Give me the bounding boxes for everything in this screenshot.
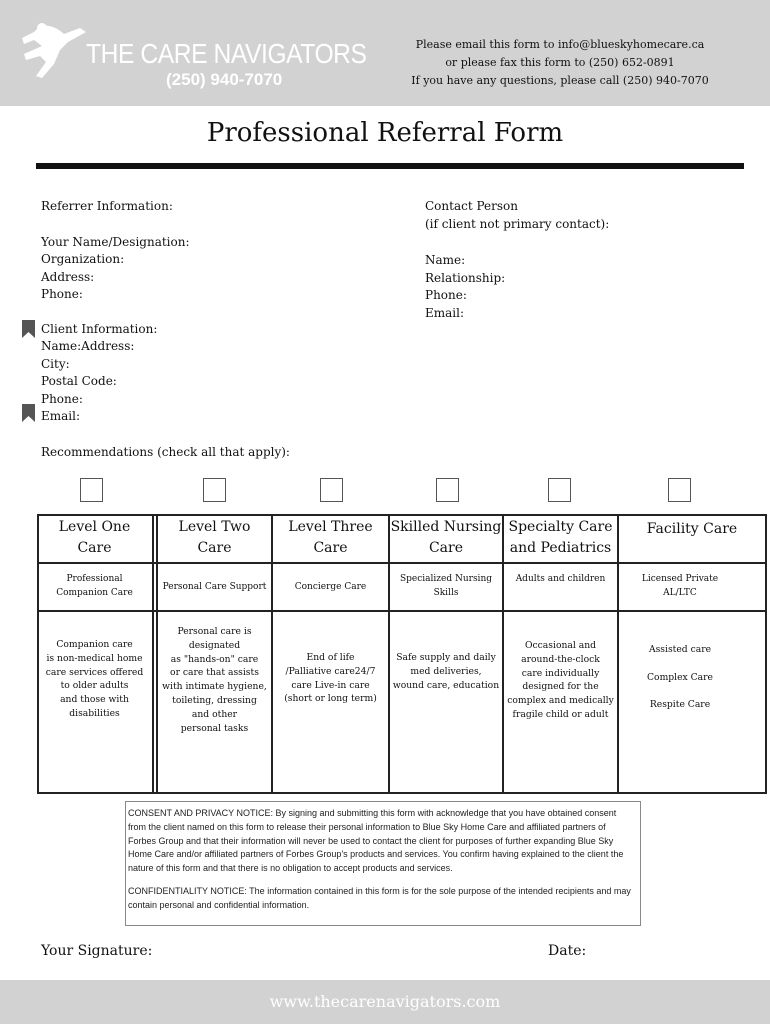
title-line: Care bbox=[428, 540, 464, 556]
bookmark-icon bbox=[22, 320, 35, 338]
recommendations-label: Recommendations (check all that apply): bbox=[41, 445, 290, 459]
description-line: fragile child or adult bbox=[512, 708, 609, 720]
subtitle-line: Professional bbox=[66, 574, 123, 584]
confidentiality-notice: CONFIDENTIALITY NOTICE: The information contained in this form is for the sole purpose of the intended recipients and may contain personal and confidential information. bbox=[128, 885, 631, 910]
contact-instructions bbox=[380, 36, 740, 90]
subtitle-line: Licensed Private bbox=[641, 574, 719, 584]
contact-person-section bbox=[425, 198, 609, 322]
contact-relationship-field[interactable]: Relationship: bbox=[425, 270, 506, 285]
checkbox-level-three[interactable] bbox=[320, 478, 343, 502]
specialty-care-subtitle bbox=[504, 572, 617, 586]
page-title: Professional Referral Form bbox=[206, 118, 564, 148]
client-email-field[interactable]: Email: bbox=[41, 409, 81, 423]
contact-line-phone: If you have any questions, please call (250) 940-7070 bbox=[411, 74, 709, 87]
description-line: and other bbox=[191, 708, 238, 720]
level-two-title bbox=[158, 517, 271, 559]
description-line: Occasional and bbox=[524, 640, 596, 651]
description-line: wound care, education bbox=[392, 679, 500, 691]
referrer-phone-field[interactable]: Phone: bbox=[41, 287, 83, 301]
title-line: Specialty Care bbox=[508, 519, 613, 535]
title-line: Level One bbox=[58, 519, 131, 535]
description-line: Respite Care bbox=[649, 699, 711, 710]
skilled-nursing-title bbox=[390, 517, 502, 559]
subtitle-line: Companion Care bbox=[56, 588, 133, 598]
checkbox-facility-care[interactable] bbox=[668, 478, 691, 502]
description-line: to older adults bbox=[60, 680, 129, 692]
title-line: and Pediatrics bbox=[509, 540, 612, 556]
level-one-description bbox=[37, 638, 152, 721]
client-city-field[interactable]: City: bbox=[41, 356, 70, 371]
description-line: End of life bbox=[306, 652, 355, 663]
level-three-subtitle bbox=[273, 580, 388, 594]
row-divider bbox=[37, 562, 767, 564]
contact-person-subheading: (if client not primary contact): bbox=[425, 216, 610, 231]
level-three-title bbox=[273, 517, 388, 559]
level-one-subtitle bbox=[37, 572, 152, 600]
subtitle-line: Personal Care Support bbox=[162, 582, 267, 592]
specialty-care-description bbox=[504, 639, 617, 722]
client-heading: Client Information: bbox=[41, 321, 158, 336]
level-three-description bbox=[273, 651, 388, 706]
title-line: Level Three bbox=[288, 519, 373, 535]
facility-care-title bbox=[619, 519, 765, 540]
description-line: with intimate hygiene, bbox=[162, 681, 267, 693]
header-band bbox=[0, 0, 770, 106]
referrer-organization-field[interactable]: Organization: bbox=[41, 252, 125, 266]
subtitle-line: Skills bbox=[433, 588, 459, 598]
subtitle-line: Concierge Care bbox=[294, 582, 367, 592]
skilled-nursing-description bbox=[390, 651, 502, 692]
description-line: complex and medically bbox=[507, 695, 614, 707]
description-line: care individually bbox=[521, 667, 600, 679]
description-line: Companion care bbox=[56, 639, 133, 650]
description-line: designed for the bbox=[522, 681, 599, 693]
consent-privacy-notice: CONSENT AND PRIVACY NOTICE: By signing and submitting this form with acknowledge that you have obtained consent from the client named on this form to release their personal information to Blue Sky Home Care and affiliated partners of Forbes Group and that their information will never be used to contact the client for purposes of further expanding Blue Sky Home Care and/or affiliated partners of Forbes Group's products and services. You confirm having explained to the client the nature of this form and that there is no obligation to accept products and services. bbox=[128, 808, 624, 874]
title-line: Level Two bbox=[178, 519, 251, 535]
description-line: Assisted care bbox=[648, 644, 712, 655]
bookmark-icon bbox=[22, 404, 35, 422]
description-line: personal tasks bbox=[180, 722, 249, 734]
column-divider bbox=[152, 514, 154, 794]
contact-line-email: Please email this form to info@blueskyhomecare.ca bbox=[415, 38, 705, 51]
skilled-nursing-subtitle bbox=[390, 572, 502, 600]
level-two-description bbox=[158, 625, 271, 735]
title-line: Skilled Nursing bbox=[390, 519, 502, 535]
client-phone-field[interactable]: Phone: bbox=[41, 391, 83, 406]
referrer-section bbox=[41, 198, 190, 426]
specialty-care-title bbox=[504, 517, 617, 559]
description-line: is non-medical home bbox=[46, 652, 143, 664]
facility-care-subtitle bbox=[619, 572, 741, 600]
description-line: Complex Care bbox=[647, 671, 713, 683]
contact-name-field[interactable]: Name: bbox=[425, 253, 466, 267]
row-divider bbox=[37, 610, 767, 612]
description-line: toileting, dressing bbox=[172, 694, 257, 706]
facility-care-description bbox=[619, 636, 741, 719]
checkbox-level-two[interactable] bbox=[203, 478, 226, 502]
title-divider bbox=[36, 163, 744, 169]
description-line: or care that assists bbox=[170, 667, 259, 679]
referrer-heading: Referrer Information: bbox=[41, 199, 173, 213]
referrer-name-field[interactable]: Your Name/Designation: bbox=[41, 234, 190, 249]
footer-website: www.thecarenavigators.com bbox=[0, 980, 770, 1024]
description-line: disabilities bbox=[69, 707, 120, 719]
logo-title: THE CARE NAVIGATORS bbox=[86, 38, 367, 69]
description-line: (short or long term) bbox=[284, 693, 377, 705]
description-line: Safe supply and daily bbox=[396, 652, 496, 663]
checkbox-level-one[interactable] bbox=[80, 478, 103, 502]
description-line: Personal care is bbox=[177, 626, 252, 637]
contact-email-field[interactable]: Email: bbox=[425, 305, 465, 320]
description-line: as "hands-on" care bbox=[170, 653, 259, 665]
date-field[interactable]: Date: bbox=[548, 943, 587, 959]
description-line: designated bbox=[188, 639, 241, 651]
checkbox-specialty-care[interactable] bbox=[548, 478, 571, 502]
level-one-title bbox=[37, 517, 152, 559]
description-line: and those with bbox=[60, 694, 129, 706]
client-postal-code-field[interactable]: Postal Code: bbox=[41, 374, 117, 388]
title-line: Facility Care bbox=[646, 521, 738, 537]
logo-phone: (250) 940-7070 bbox=[166, 70, 283, 89]
contact-person-heading: Contact Person bbox=[425, 199, 518, 213]
consent-notice-box bbox=[125, 801, 641, 926]
checkbox-skilled-nursing[interactable] bbox=[436, 478, 459, 502]
contact-line-fax: or please fax this form to (250) 652-0891 bbox=[445, 56, 675, 69]
level-two-subtitle bbox=[158, 580, 271, 594]
description-line: around-the-clock bbox=[521, 653, 600, 665]
description-line: care services offered bbox=[45, 666, 144, 678]
subtitle-line: Adults and children bbox=[515, 574, 606, 584]
title-line: Care bbox=[197, 540, 232, 556]
title-line: Care bbox=[77, 540, 112, 556]
subtitle-line: Specialized Nursing bbox=[399, 574, 492, 584]
signature-field[interactable]: Your Signature: bbox=[41, 943, 153, 959]
subtitle-line: AL/LTC bbox=[663, 588, 697, 598]
title-line: Care bbox=[313, 540, 348, 556]
contact-phone-field[interactable]: Phone: bbox=[425, 288, 467, 302]
client-name-address-field[interactable]: Name:Address: bbox=[41, 339, 135, 353]
referrer-address-field[interactable]: Address: bbox=[41, 269, 95, 284]
description-line: /Palliative care24/7 bbox=[285, 665, 376, 677]
running-figure-logo-icon bbox=[20, 20, 90, 82]
description-line: care Live-in care bbox=[291, 679, 370, 691]
description-line: med deliveries, bbox=[410, 665, 482, 677]
